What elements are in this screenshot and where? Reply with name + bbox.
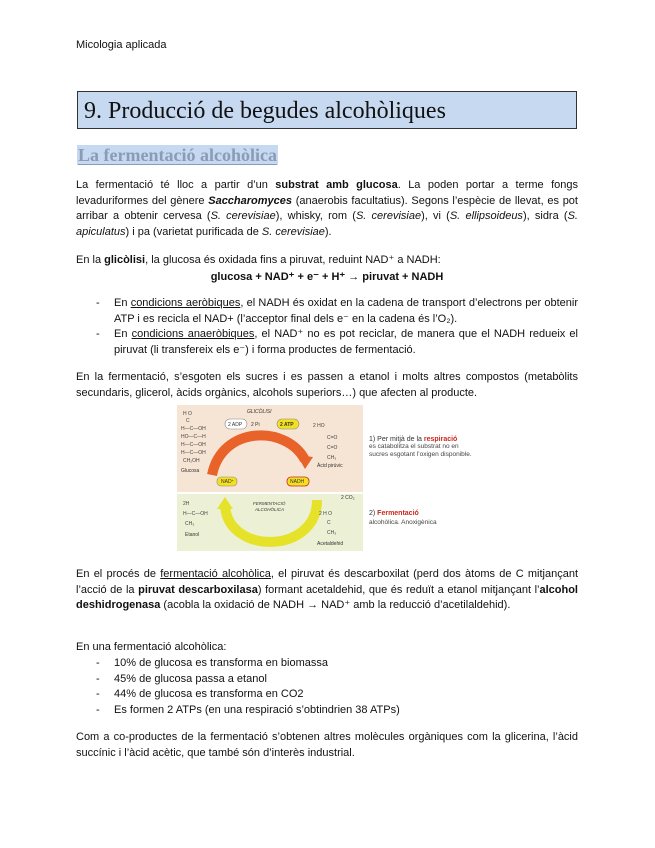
text: , el NADH és oxidat en la cadena de transport d’electrons per obtenir ATP i es recicla el NAD+ (l’acceptor final dels e⁻ en la cadena és l’O₂). [114, 297, 578, 325]
respiration-caption [369, 436, 457, 443]
text: , el piruvat és descarboxilat (perd dos àtoms de C mitjançant l’acció de la [76, 568, 579, 596]
ethanol-label: Etanol [185, 532, 200, 538]
svg-text:C: C [186, 418, 190, 424]
svg-text:H—C—OH: H—C—OH [183, 511, 208, 517]
underlined-text: condicions anaeròbiques [131, 328, 255, 340]
acetaldehyde-label: Acetaldehid [317, 541, 344, 547]
paragraph-glycolysis [76, 253, 578, 269]
list-item [76, 327, 578, 358]
species-name: S. cerevisiae [261, 225, 325, 238]
species-name: S. apiculatus [76, 210, 578, 238]
text: ). [324, 225, 332, 238]
caption-text: 2) [369, 510, 378, 517]
caption-text: es catabolitza el substrat no en sucres esgotant l’oxigen disponible. [369, 443, 472, 458]
subsection-title [77, 145, 278, 166]
svg-text:CH₃: CH₃ [327, 530, 337, 536]
bold-text: piruvat descarboxilasa [138, 583, 258, 596]
genus-name: Saccharomyces [208, 194, 293, 207]
section-title: 9. Producció de begudes alcohòliques [84, 98, 446, 124]
pyruvate-label: Àcid pirúvic [317, 463, 343, 469]
svg-text:2 H O: 2 H O [319, 511, 333, 517]
text: . La poden portar a terme fongs levaduriformes del gènere [76, 179, 578, 207]
paragraph-stats-intro: En una fermentació alcohòlica: [76, 641, 227, 653]
bold-text: glicòlisi [104, 254, 146, 266]
svg-text:H—C—OH: H—C—OH [181, 442, 206, 448]
nad-label: NAD⁺ [221, 479, 235, 485]
text: ), vi ( [421, 210, 450, 222]
bold-text: substrat amb glucosa [275, 179, 398, 191]
pi-label: 2 Pi [251, 422, 260, 428]
text: , el NAD⁺ no es pot reciclar, de manera que el NADH redueix el piruvat (li transfereix els e⁻) i forma productes de fermentació. [114, 328, 578, 356]
caption-text: 1) Per mitjà de la [369, 436, 424, 443]
bold-text: alcohol deshidrogenasa [76, 583, 578, 611]
text: ) i pa (varietat purificada de [125, 225, 262, 238]
species-name: S. cerevisiae [355, 210, 422, 222]
svg-text:2H: 2H [183, 501, 190, 507]
fermentation-caption [369, 510, 419, 517]
text: (acobla la oxidació de NADH → NAD⁺ amb la reducció d’acetilaldehid). [160, 599, 511, 611]
svg-text:CH₃: CH₃ [327, 455, 337, 461]
list-item: - 45% de glucosa passa a etanol [76, 672, 578, 688]
underlined-text: fermentació alcohòlica [160, 568, 271, 580]
subsection-title-text: La fermentació alcohòlica [78, 145, 277, 165]
text: ), whisky, rom ( [275, 210, 356, 222]
running-header: Micologia aplicada [76, 39, 167, 51]
atp-label: 2 ATP [280, 422, 294, 428]
text: La fermentació té lloc a partir d’un [76, 179, 276, 191]
caption-highlight: Fermentació [377, 510, 419, 517]
list-item: - 44% de glucosa es transforma en CO2 [76, 687, 578, 703]
alcoholica-label: ALCOHÒLICA [255, 507, 285, 512]
fermentation-diagram [177, 405, 477, 551]
list-item: - 10% de glucosa es transforma en biomassa [76, 656, 578, 672]
respiration-caption-body [369, 443, 477, 475]
species-name: S. ellipsoideus [449, 210, 523, 222]
glucose-label: Glucosa [181, 468, 200, 474]
co2-label: 2 CO₂ [341, 495, 355, 501]
text: En la [76, 254, 105, 266]
svg-text:H O: H O [183, 411, 192, 417]
nadh-label: NADH [290, 479, 305, 485]
text: (anaerobis facultatius). Segons l’espècie de llevat, es pot arribar a obtenir cervesa ( [76, 194, 578, 222]
list-item: - Es formen 2 ATPs (en una respiració s’obtindrien 38 ATPs) [76, 703, 578, 719]
svg-text:CH₂OH: CH₂OH [183, 458, 200, 464]
adp-label: 2 ADP [228, 422, 243, 428]
conditions-list [76, 296, 578, 358]
text: , la glucosa és oxidada fins a piruvat, reduint NAD⁺ a NADH: [145, 254, 441, 266]
equation: glucosa + NAD⁺ + e⁻ + H⁺ → piruvat + NADH [210, 271, 444, 283]
paragraph-coproducts: Com a co-productes de la fermentació s’obtenen altres molècules orgàniques com la glicerina, l’àcid succínic i l’àcid acètic, que també són d’interès industrial. [76, 731, 578, 759]
species-name: S. cerevisiae [210, 210, 276, 222]
caption-highlight: respiració [423, 436, 458, 443]
glycolysis-label: GLICÒLISI [247, 409, 272, 415]
text: ), sidra ( [522, 210, 568, 222]
paragraph-fermentation: En la fermentació, s’esgoten els sucres i es passen a etanol i molts altres compostos (metabòlits secundaris, glicerol, àcids orgànics, alcohols superiors…) que afecten al producte. [76, 371, 578, 399]
svg-text:C: C [327, 520, 331, 526]
svg-text:2 HO: 2 HO [313, 423, 325, 429]
underlined-text: condicions aeròbiques [130, 297, 241, 309]
paragraph-intro [76, 178, 578, 240]
svg-text:H—C—OH: H—C—OH [181, 450, 206, 456]
text: En [114, 297, 131, 309]
text: ) formant acetaldehid, que és reduït a etanol mitjançant l’ [257, 583, 540, 596]
svg-text:C=O: C=O [327, 435, 338, 441]
paragraph-alcoholic-fermentation [76, 567, 578, 614]
fermentation-caption-body: alcohòlica. Anoxigènica [369, 519, 437, 526]
text: En el procés de [76, 568, 161, 580]
section-title-box [77, 91, 577, 129]
svg-text:H—C—OH: H—C—OH [181, 426, 206, 432]
list-item [76, 296, 578, 327]
svg-text:HO—C—H: HO—C—H [181, 434, 206, 440]
svg-text:C=O: C=O [327, 445, 338, 451]
fermentation-label: FERMENTACIÓ [253, 501, 286, 506]
svg-text:CH₃: CH₃ [185, 521, 195, 527]
stats-list [76, 656, 578, 718]
text: En [114, 328, 132, 340]
